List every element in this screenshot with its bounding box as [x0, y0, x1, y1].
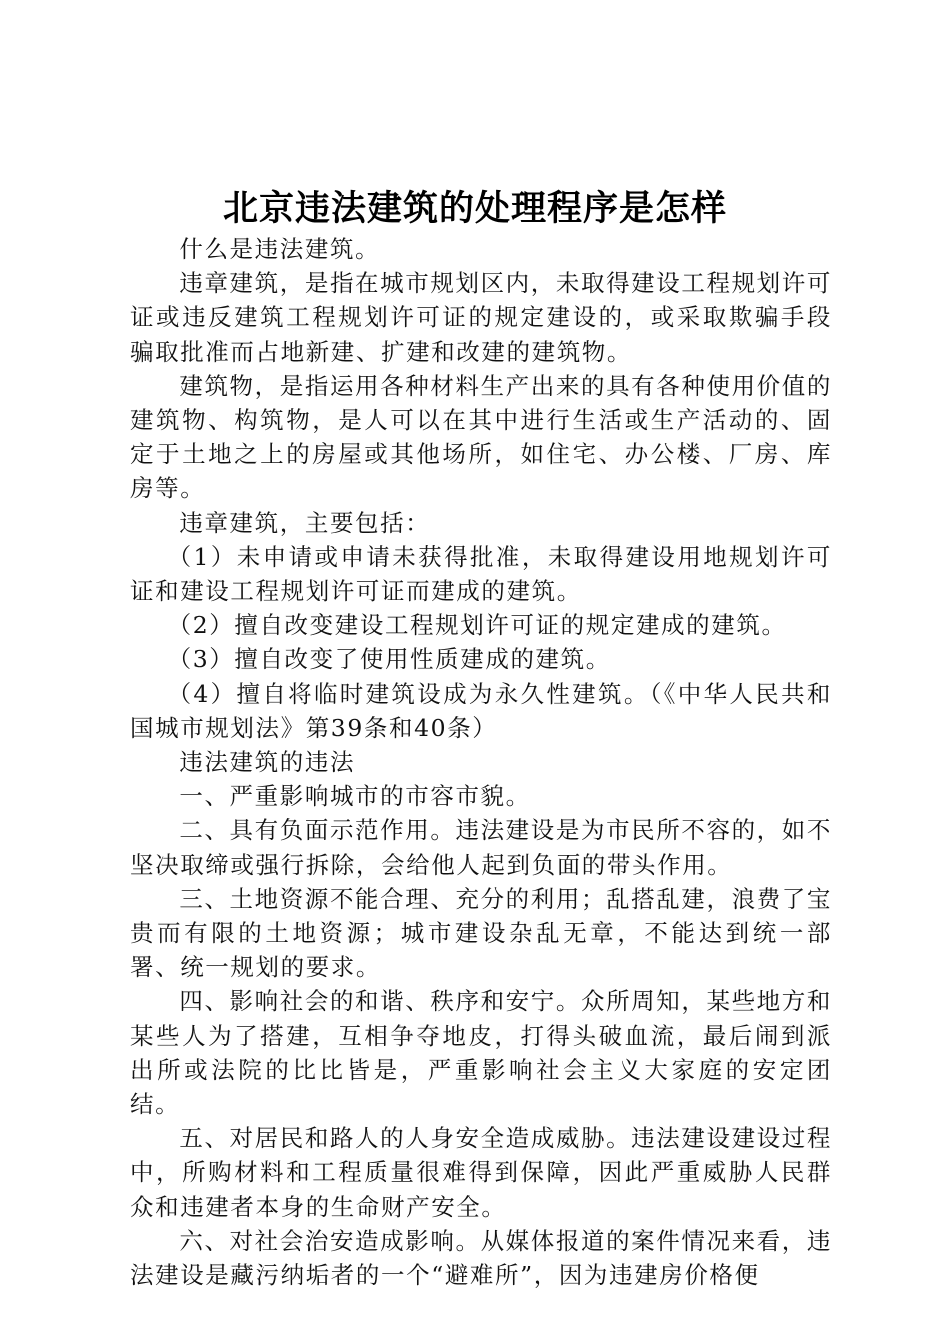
paragraph-definition-illegal-building: 违章建筑，是指在城市规划区内，未取得建设工程规划许可证或违反建筑工程规划许可证的规定建设的，或采取欺骗手段骗取批准而占地新建、扩建和改建的建筑物。 — [130, 269, 832, 366]
harm-point-6: 六、对社会治安造成影响。从媒体报道的案件情况来看，违法建设是藏污纳垢者的一个“避难所”，因为违建房价格便 — [130, 1226, 832, 1290]
harm-point-4: 四、影响社会的和谐、秩序和安宁。众所周知，某些地方和某些人为了搭建，互相争夺地皮，打得头破血流，最后闹到派出所或法院的比比皆是，严重影响社会主义大家庭的安定团结。 — [130, 987, 832, 1119]
paragraph-includes-heading: 违章建筑，主要包括： — [179, 508, 431, 537]
document-body — [130, 232, 832, 1292]
harm-point-2: 二、具有负面示范作用。违法建设是为市民所不容的，如不坚决取缔或强行拆除，会给他人起到负面的带头作用。 — [130, 816, 832, 879]
paragraph-intro-question: 什么是违法建筑。 — [179, 235, 381, 263]
list-item-2: （2）擅自改变建设工程规划许可证的规定建成的建筑。 — [167, 611, 787, 640]
paragraph-definition-building: 建筑物，是指运用各种材料生产出来的具有各种使用价值的建筑物、构筑物，是人可以在其中进行生活或生产活动的、固定于土地之上的房屋或其他场所，如住宅、办公楼、厂房、库房等。 — [130, 371, 832, 503]
document-title: 北京违法建筑的处理程序是怎样 — [222, 189, 727, 229]
list-item-1: （1）未申请或申请未获得批准，未取得建设用地规划许可证和建设工程规划许可证而建成的建筑。 — [130, 542, 832, 606]
harm-point-1: 一、严重影响城市的市容市貌。 — [179, 782, 531, 811]
harm-point-5: 五、对居民和路人的人身安全造成威胁。违法建设建设过程中，所购材料和工程质量很难得到保障，因此严重威胁人民群众和违建者本身的生命财产安全。 — [130, 1124, 832, 1221]
list-item-4: （4）擅自将临时建筑设成为永久性建筑。（《中华人民共和国城市规划法》第39条和40条） — [130, 679, 832, 742]
list-item-3: （3）擅自改变了使用性质建成的建筑。 — [167, 645, 611, 674]
section-heading-harms: 违法建筑的违法 — [179, 748, 356, 777]
harm-point-3: 三、土地资源不能合理、充分的利用；乱搭乱建，浪费了宝贵而有限的土地资源；城市建设杂乱无章，不能达到统一部署、统一规划的要求。 — [130, 884, 832, 982]
